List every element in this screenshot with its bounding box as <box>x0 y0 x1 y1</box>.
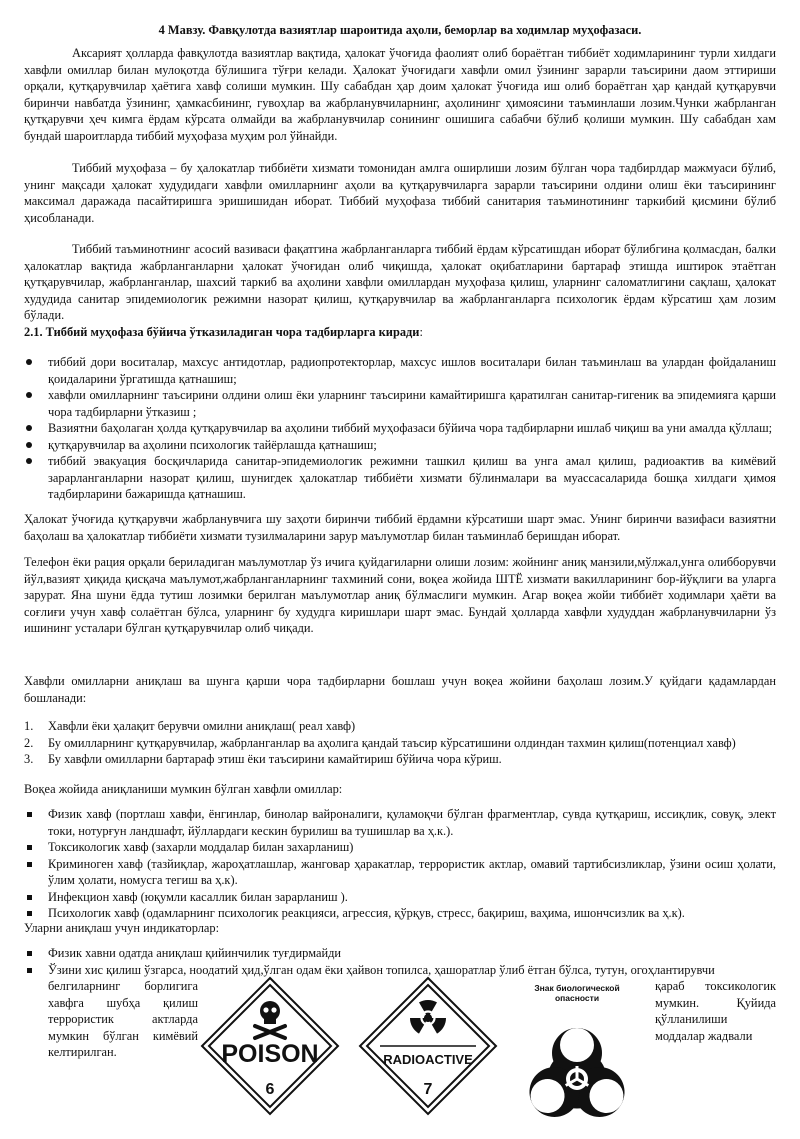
paragraph-intro: Аксарият ҳолларда фавқулотда вазиятлар вақтида, ҳалокат ўчоғида фаолият олиб бораётган тиббиёт ходимларининг турли хилдаги хавфли омиллар билан мулоқотда бўлишига тўғри келади. Ҳалокат ўчоғидаги хавфли омил ўзининг зарарли таъсирини даом эттириши орқали, қутқарувчилар ҳаётига хавф солиши мумкин. Шу сабабдан ҳар доим ҳалокат ўчоғида иш олиб бораётган ҳар қандай қутқарувчи биринчи навбатда ўзининг, ҳамкасбининг, гувоҳлар ва жабрланувчиларнинг, аҳолининг ҳимоясини таъминлаши лозим.Чунки жабрланган қутқарувчи ҳеч кимга ёрдам кўрсата олмайди ва жабрланувчилар сонининг ошишига сабабчи бўлиб қолиши мумкин. Шу сабабдан хам бундай шароитларда тиббий муҳофаза муҳим рол ўйнайди. <box>24 46 776 143</box>
poison-diamond <box>200 976 340 1116</box>
poison-word: POISON <box>221 1040 319 1068</box>
list-item: Криминоген хавф (тазйиқлар, жароҳатлашлар, жанговар ҳаракатлар, террористик актлар, омавий тартибсизликлар, ўзини осиш ҳолати, ўлим ҳолати, номусга тегиш ва ҳ.к). <box>24 856 776 889</box>
measures-list <box>24 354 776 503</box>
step-text: Бу омилларнинг қутқарувчилар, жабрланганлар ва аҳолига қандай таъсир кўрсатишини олдиндан тахмин қилиш(потенциал хавф) <box>48 735 736 750</box>
steps-list <box>24 718 776 768</box>
paragraph-hazard-intro: Хавфли омилларни аниқлаш ва шунга қарши чора тадбирларни бошлаш учун воқеа жойини баҳолаш лозим.У қуйдаги қадамлардан бошланади: <box>24 674 776 705</box>
list-item: хавфли омилларнинг таъсирини олдини олиш ёки уларнинг таъсирини камайтиришга қаратилган санитар-гигеник ва эпидемияга қарши чора тадбирларни ўтказиш ; <box>24 387 776 420</box>
paragraph-phone: Телефон ёки рация орқали бериладиган маълумотлар ўз ичига қуйдагиларни олиши лозим: жойнинг аниқ манзили,мўлжал,унга олибборувчи йўл,вазият ҳиқида қисқача маълумот,жабрланганларнинг тахминий сони, воқеа жойида ШТЁ хизмати вакилларининг бор-йўқлиги ва уларга зарурат. Яна шуни ёдда тутиш лозимки берилган маълумотлар аниқ бўлмаслиги мумкин. Агар воқеа жойи тиббиёт ходимлари ҳаёти ва соғлиғи учун хавф солаётган бўлса, уларнинг бу худудга киришлари шарт эмас. Бундай ҳолларда хавфли худуддан жабрланувчиларни ўз ишининг усталари бўлган қутқарувчилар олиб чиқади. <box>24 555 776 635</box>
paragraph-tasks: Тиббий таъминотнинг асосий вазиваси фақатгина жабрланганларга тиббий ёрдам кўрсатишдан иборат бўлибгина қолмасдан, балки ҳалокатлар вақтида жабрланганларни ҳалокат ўчоғидан олиб чиқишда, ҳалокат оқибатларини бартараф этишда иштирок этаётган қутқарувчилар, жабрланганлар, шахсий таркиб ва аҳолини хавфли омиллардан муҳофаза қилиш, уларнинг саломатлигини сақлаш, ҳалокат худудида санитар эпидемиологик режимни назорат қилиш, қутқарувчилар ва жабрланганларга психологик ёрдам кўрсатиш ҳам лозим бўлади. <box>24 242 776 322</box>
poison-number: 6 <box>265 1081 275 1098</box>
step-number: 3. <box>24 752 34 766</box>
list-item <box>24 718 776 735</box>
list-item: Токсикологик хавф (захарли моддалар билан захарланиш) <box>24 839 776 856</box>
list-item: Психологик хавф (одамларнинг психологик реакцияси, агрессия, қўрқув, стресс, бақириш, ваҳима, ишончсизлик ва ҳ.к). <box>24 905 776 922</box>
radioactive-diamond <box>358 976 498 1116</box>
biohazard-sign <box>512 983 642 1139</box>
list-item: тиббий эвакуация босқичларида санитар-эпидемиологик режимни ташкил қилиш ва унга амал қилиш, радиоактив ва кимёвий зарарланганларни назорат қилиш, шунигдек ҳалокатлар тиббиёти хизмати бўлинмалари ва муассасаларида бошқа хилдаги ҳимоя тадбирларини бажаришда қатнашиш. <box>24 453 776 503</box>
step-text: Бу хавфли омилларни бартараф этиш ёки таъсирини камайтириш бўйича чора кўриш. <box>48 752 502 766</box>
left-column-text: белгиларнинг борлигига хавфга шубҳа қилиш террористик актларда мумкин бўлган кимёвий келтирилган. <box>48 979 198 1059</box>
list-item: тиббий дори воситалар, махсус антидотлар, радиопротекторлар, махсус ишлов воситалари билан таъминлаш ва улардан фойдаланиш қоидаларини ўргатишда қатнашиш; <box>24 354 776 387</box>
list-item <box>24 735 776 752</box>
section-heading <box>24 324 776 341</box>
list-item: Вазиятни баҳолаган ҳолда қутқарувчилар ва аҳолини тиббий муҳофазаси бўйича чора тадбирларни ишлаб чиқиш ва уни амалда қўллаш; <box>24 420 776 437</box>
list-item: Ўзини хис қилиш ўзгарса, ноодатий ҳид,ўлган одам ёки ҳайвон топилса, ҳашоратлар ўлиб ётган бўлса, тутун, огоҳлантирувчи <box>24 962 776 979</box>
poison-sign <box>200 976 340 1116</box>
list-item <box>24 751 776 768</box>
hazards-list <box>24 806 776 922</box>
doc-title: 4 Мавзу. Фавқулотда вазиятлар шароитида аҳоли, беморлар ва ходимлар муҳофазаси. <box>158 23 642 37</box>
section-heading-text: 2.1. Тиббий муҳофаза бўйича ўтказиладиган чора тадбирларга киради <box>24 325 420 339</box>
radioactive-sign <box>358 976 498 1116</box>
paragraph-definition: Тиббий муҳофаза – бу ҳалокатлар тиббиёти хизмати томонидан амлга оширлиши лозим бўлган чора тадбирлдар мажмуаси бўлиб, унинг мақсади ҳалокат худудидаги хавфли омилларнинг аҳоли ва қутқарувчиларга зарарли таъсирини олдини олиш ёки таъсирининг максимал даражада пасайтиришга эришишидан иборат. Тиббий муҳофаза тиббий санитария таъминотининг таркибий қисмини бўлиб ҳисобланади. <box>24 161 776 225</box>
indicators-list <box>24 945 776 978</box>
step-number: 2. <box>24 735 34 750</box>
biohazard-icon <box>512 1009 642 1139</box>
list-item: қутқарувчилар ва аҳолини психологик тайёрлашда қатнашиш; <box>24 437 776 454</box>
section-heading-colon: : <box>419 325 423 339</box>
hazards-intro: Воқеа жойида аниқланиши мумкин бўлган хавфли омиллар: <box>24 782 343 796</box>
paragraph-first-aid: Ҳалокат ўчоғида қутқарувчи жабрланувчига шу заҳоти биринчи тиббий ёрдамни кўрсатиши шарт эмас. Унинг биринчи вазифаси вазиятни баҳолаш ва ҳалокатлар тиббиёти хизмати тузилмаларини зарур маълумотлар билан таъминлаб беришдан иборат. <box>24 512 776 543</box>
step-number: 1. <box>24 719 34 733</box>
list-item: Инфекцион хавф (юқумли касаллик билан зарарланиш ). <box>24 889 776 906</box>
right-column-text: қараб токсикологик мумкин. Қуйида қўлланилиши моддалар жадвали <box>655 979 776 1043</box>
list-item: Физик хавни одатда аниқлаш қийинчилик туғдирмайди <box>24 945 776 962</box>
step-text: Хавфли ёки ҳалақит берувчи омилни аниқлаш( реал хавф) <box>48 719 356 733</box>
list-item: Физик хавф (портлаш хавфи, ёнгинлар, бинолар вайроналиги, қуламоқчи бўлган фрагментлар, сувда қутқариш, иссиқлик, совуқ, элект токи, нотурғун ландшафт, йўллардаги кескин бурилиш ва тушишлар ва ҳ.к.). <box>24 806 776 839</box>
radioactive-word: RADIOACTIVE <box>383 1052 473 1067</box>
radioactive-number: 7 <box>423 1081 433 1098</box>
biohazard-caption: Знак биологической опасности <box>534 983 620 1003</box>
indicators-intro: Уларни аниқлаш учун индикаторлар: <box>24 921 220 935</box>
